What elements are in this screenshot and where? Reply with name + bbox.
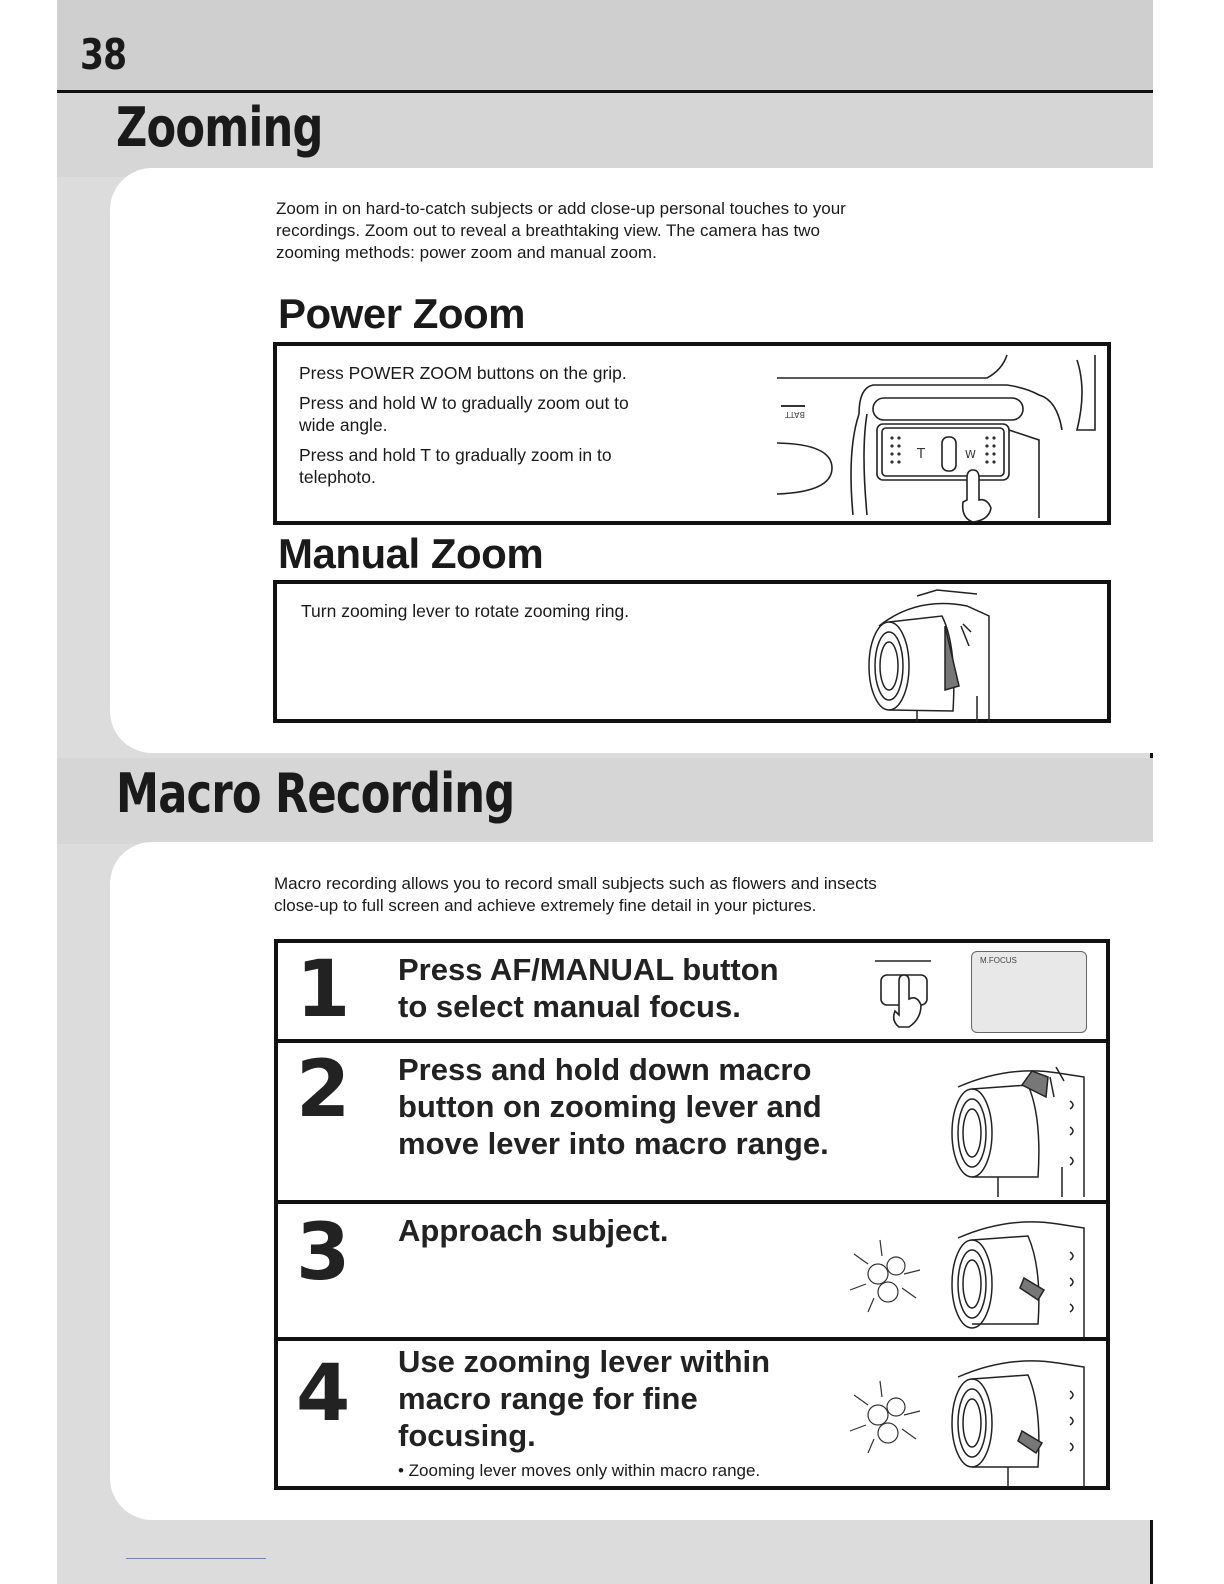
- macro-step-1: [274, 939, 1110, 1039]
- instruction-line: wide angle.: [299, 415, 388, 435]
- intro-line: Macro recording allows you to record small subjects such as flowers and insects: [274, 874, 877, 893]
- intro-line: zooming methods: power zoom and manual zoom.: [276, 243, 657, 262]
- step-number: 4: [296, 1349, 351, 1439]
- tele-label: T: [917, 447, 925, 462]
- camera-illustration: [938, 1347, 1088, 1487]
- step-line: macro range for fine: [398, 1381, 698, 1416]
- manual-zoom-box: [273, 580, 1111, 723]
- instruction-line: Press POWER ZOOM buttons on the grip.: [299, 363, 627, 383]
- camera-illustration: [938, 1208, 1088, 1338]
- step-number: 3: [296, 1208, 351, 1298]
- step-line: Use zooming lever within: [398, 1344, 771, 1379]
- intro-line: close-up to full screen and achieve extremely fine detail in your pictures.: [274, 896, 817, 915]
- macro-lever-illustration: [938, 1057, 1088, 1197]
- step-line: to select manual focus.: [398, 989, 741, 1024]
- flower-icon: [838, 1234, 928, 1324]
- viewfinder-screen: [971, 951, 1087, 1033]
- header-band: [57, 0, 1153, 92]
- macro-step-4: [274, 1337, 1110, 1490]
- footer-line: [126, 1558, 266, 1559]
- step-line: focusing.: [398, 1418, 536, 1453]
- step-line: Press and hold down macro: [398, 1052, 812, 1087]
- step-text: [398, 1212, 668, 1249]
- intro-line: Zoom in on hard-to-catch subjects or add close-up personal touches to your: [276, 199, 846, 218]
- batt-label: BATT: [785, 410, 805, 419]
- af-manual-button-icon: [873, 955, 933, 1035]
- wide-label: W: [965, 448, 976, 461]
- step-number: 1: [296, 945, 351, 1035]
- power-zoom-instructions: [299, 362, 629, 488]
- manual-zoom-instruction: Turn zooming lever to rotate zooming ring.: [301, 601, 630, 621]
- flower-icon: [838, 1375, 928, 1465]
- power-zoom-grip-illustration: [777, 350, 1107, 522]
- step-line: move lever into macro range.: [398, 1126, 829, 1161]
- zoom-ring-illustration: [857, 586, 997, 722]
- manual-zoom-title: Manual Zoom: [278, 530, 544, 577]
- macro-intro: [274, 873, 877, 917]
- zooming-title: Zooming: [116, 96, 323, 159]
- zooming-intro: [276, 198, 846, 264]
- step-line: Approach subject.: [398, 1213, 669, 1248]
- intro-line: recordings. Zoom out to reveal a breathtaking view. The camera has two: [276, 221, 820, 240]
- page-number: 38: [80, 30, 127, 79]
- step-text: [398, 951, 779, 1025]
- macro-step-3: [274, 1200, 1110, 1337]
- step-line: button on zooming lever and: [398, 1089, 822, 1124]
- step-number: 2: [296, 1045, 351, 1135]
- instruction-line: Press and hold W to gradually zoom out to: [299, 393, 629, 413]
- step-text: [398, 1343, 770, 1454]
- viewfinder-label: M.FOCUS: [980, 956, 1017, 965]
- macro-step-2: [274, 1039, 1110, 1200]
- power-zoom-box: [273, 342, 1111, 525]
- power-zoom-title: Power Zoom: [278, 290, 526, 337]
- step-note: • Zooming lever moves only within macro range.: [398, 1461, 761, 1480]
- step-line: Press AF/MANUAL button: [398, 952, 779, 987]
- instruction-line: telephoto.: [299, 467, 376, 487]
- macro-title: Macro Recording: [116, 762, 515, 825]
- step-text: [398, 1051, 829, 1162]
- instruction-line: Press and hold T to gradually zoom in to: [299, 445, 612, 465]
